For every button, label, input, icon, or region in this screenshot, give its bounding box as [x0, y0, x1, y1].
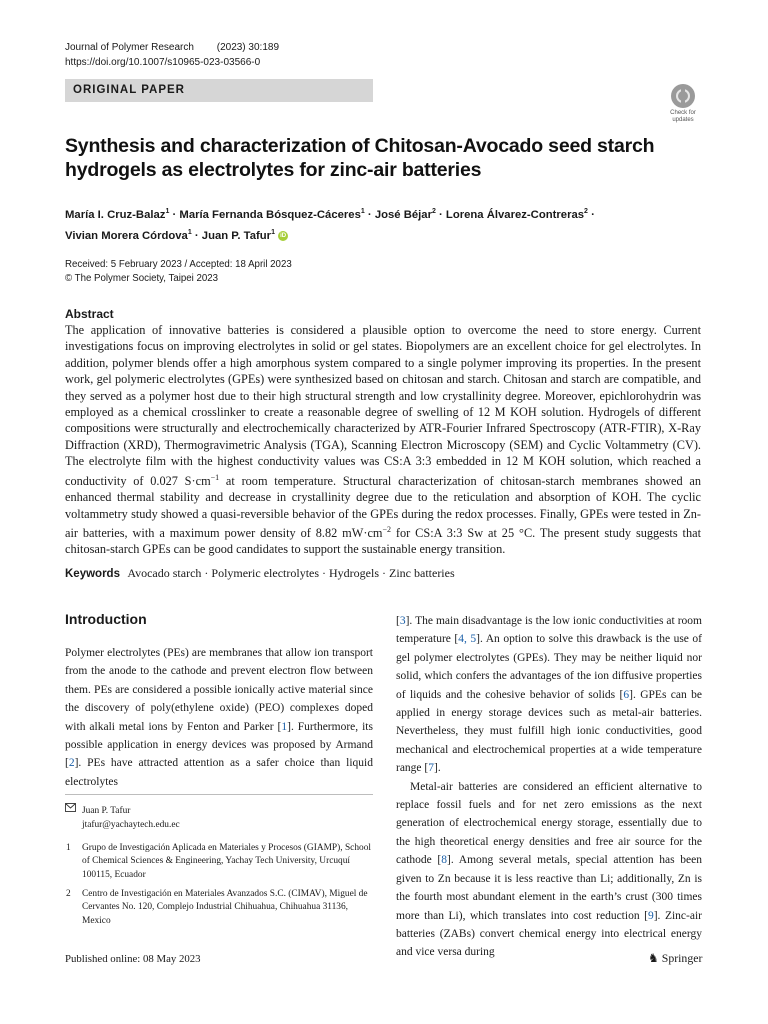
author-name[interactable]: Vivian Morera Córdova: [65, 229, 188, 242]
citation-link[interactable]: 8: [441, 854, 448, 867]
citation-link[interactable]: 2: [68, 757, 75, 770]
affiliation-1: Grupo de Investigación Aplicada en Materiales y Procesos (GIAMP), School of Chemical Sciences & Engineering, Yachay Tech University, Urcuquí 100115, Ecuador: [82, 843, 371, 880]
abstract-text: [65, 322, 701, 558]
citation-link[interactable]: 3: [399, 615, 406, 627]
citation-link[interactable]: 7: [428, 762, 434, 775]
body-text: ]. Furthermore, its possible application in energy devices was proposed by Armand [: [65, 720, 373, 770]
check-for-updates-badge[interactable]: [665, 84, 701, 123]
article-type-banner: ORIGINAL PAPER: [65, 79, 373, 102]
body-text: ]. PEs have attracted attention as a safer choice than liquid electrolytes: [65, 757, 373, 788]
journal-name: Journal of Polymer Research: [65, 42, 194, 53]
corresponding-author-email[interactable]: jtafur@yachaytech.edu.ec: [82, 820, 180, 830]
affiliation-mark: 2: [431, 208, 436, 215]
publisher-name: Springer: [661, 951, 703, 965]
body-text: Polymer electrolytes (PEs) are membranes that allow ion transport from the anode to the cathode and prevent electron flow between them. PEs are considered a possible ionically active material since the discovery of poly(ethylene oxide) (PEO) complexes doped with alkali metal ions by Fenton and Parker [: [65, 647, 373, 733]
published-date: Published online: 08 May 2023: [65, 953, 201, 965]
body-text: ].: [434, 762, 441, 775]
author-name[interactable]: Lorena Álvarez-Contreras: [445, 208, 585, 221]
citation-link[interactable]: 4, 5: [458, 633, 477, 646]
body-text: ]. GPEs can be applied in energy storage devices such as metal-air batteries. Nevertheless, they must fulfill high ionic conductivities, good mechanical and electrochemical properties at a wide temperature range [: [396, 688, 703, 775]
body-text: ]. The main disadvantage is the low ionic conductivities at room temperature [: [396, 615, 702, 646]
journal-header: [65, 40, 279, 70]
keywords-label: Keywords: [65, 568, 120, 580]
body-text: ]. Zinc-air batteries (ZABs) convert chemical energy into electrical energy and vice versa during: [396, 909, 702, 959]
affiliation-mark: 1: [187, 228, 192, 236]
introduction-heading: Introduction: [65, 611, 147, 627]
publisher-logo: [648, 951, 702, 966]
introduction-column-2: [396, 612, 702, 962]
footnote-divider: [65, 794, 373, 795]
affiliation-2: Centro de Investigación en Materiales Avanzados S.C. (CIMAV), Miguel de Cervantes No. 120, Complejo Industrial Chihuahua, Chihuahua 31136, Mexico: [82, 889, 368, 926]
doi-link[interactable]: https://doi.org/10.1007/s10965-023-03566-0: [65, 57, 261, 68]
body-text: Metal-air batteries are considered an efficient alternative to replace fossil fuels and for net zero emissions as the next generation of electrochemical energy storage, essentially due to the high theoretical energy densities and free air source for the cathode [: [396, 780, 702, 867]
copyright-notice: © The Polymer Society, Taipei 2023: [65, 273, 219, 284]
body-text: ]. An option to solve this drawback is the use of gel polymer electrolytes (GPEs). They may be neither liquid nor solid, which confers the advantages of the ion diffusive properties of liquids and the cohesive behavior of solids [: [396, 633, 702, 701]
paragraph: [396, 778, 702, 962]
introduction-column-1: [65, 644, 373, 791]
orcid-icon[interactable]: iD: [280, 232, 287, 239]
citation-link[interactable]: 6: [623, 688, 630, 701]
affiliation-number: 1: [66, 843, 71, 853]
abstract-part: at room temperature. Structural characterization of chitosan-starch membranes showed an enhanced thermal stability and decrease in crystallinity degree due to the reticulation and absorption of KOH. The cyclic voltammetry study showed a quasi-reversible behavior of the GPEs during the redox processes. Finally, GPEs were tested in Zn-air batteries, with a maximum power density of 8.82 mW·cm: [65, 473, 701, 541]
abstract-superscript: −2: [382, 524, 391, 534]
affiliation-mark: 2: [584, 208, 588, 215]
springer-horse-icon: ♞: [648, 951, 659, 965]
body-text: ]. Among several metals, special attention has been given to Zn because it is less reactive than Li; additionally, Zn is the fourth most abundant element in the earth’s crust (300 times more than Li), which translates into cost reduction [: [396, 854, 702, 922]
check-for-updates-icon: [671, 84, 695, 108]
received-accepted-dates: Received: 5 February 2023 / Accepted: 18 April 2023: [65, 259, 292, 270]
check-updates-line2: updates: [672, 116, 694, 123]
abstract-heading: Abstract: [65, 307, 114, 321]
abstract-superscript: −1: [210, 472, 220, 482]
article-title: Synthesis and characterization of Chitosan-Avocado seed starch hydrogels as electrolytes for zinc-air batteries: [65, 135, 655, 181]
article-dates: [65, 258, 292, 286]
abstract-part: for CS:A 3:3 Sw at 25 °C. The present study suggests that chitosan-starch GPEs can be good candidates to support the sustainable energy transition.: [65, 526, 701, 557]
keywords-line: [65, 566, 455, 581]
citation-link[interactable]: 9: [647, 909, 654, 922]
author-name[interactable]: Juan P. Tafur: [201, 229, 272, 242]
abstract-part: The application of innovative batteries is considered a plausible option to overcome the need to store energy. Current investigations focus on improving electrolytes in solid or gel states. Biopolymers are an excellent choice for gel electrolytes. In addition, polymer blends offer a high amorphous system compared to a single polymer improving its properties. In the present work, gel polymeric electrolytes (GPEs) were synthesized based on chitosan and starch. Chitosan and starch are compatible, and they served as a polymer host due to their high structural strength and low crystallinity degree. Moreover, epichlorohydrin was employed as a chemical crosslinker to create a reasonable degree of swelling of 12 M KOH solution. Hydrogels of different compositions were structurally and electrochemically characterized by ATR-Fourier Infrared Spectroscopy (ATR-FTIR), X-Ray Diffraction (XRD), Thermogravimetric Analysis (TGA), Scanning Electron Microscopy (SEM) and Cyclic Voltammetry (CV). The electrolyte film with the highest conductivity values was CS:A 3:3 embedded in 12 M KOH solution, which reached a conductivity of 0.027 S·cm: [65, 323, 701, 488]
author-name[interactable]: María Fernanda Bósquez-Cáceres: [179, 208, 361, 221]
affiliation-number: 2: [66, 889, 71, 899]
check-updates-line1: Check for: [670, 110, 696, 116]
journal-volume: (2023) 30:189: [216, 42, 280, 53]
author-name[interactable]: José Béjar: [374, 208, 432, 221]
affiliation-mark: 1: [271, 228, 275, 236]
affiliation-mark: 1: [165, 208, 170, 215]
envelope-icon: [65, 803, 76, 817]
affiliation-mark: 1: [360, 208, 365, 215]
author-name[interactable]: María I. Cruz-Balaz: [65, 208, 166, 221]
keywords-list: Avocado starch · Polymeric electrolytes · Hydrogels · Zinc batteries: [127, 566, 455, 580]
citation-link[interactable]: 1: [281, 720, 288, 733]
paragraph: [396, 612, 702, 778]
corresponding-author-name: Juan P. Tafur: [82, 806, 131, 816]
body-text: [: [396, 615, 400, 627]
author-list: María I. Cruz-Balaz$^1$ · María Fernanda Bósquez-Cáceres$^1$ · José Béjar$^2$ · Lorena Álvarez-Contreras$^2$ · Vivian Morera Córdova$^1$ · Juan P. Tafur$^1$ iD: [65, 208, 595, 242]
